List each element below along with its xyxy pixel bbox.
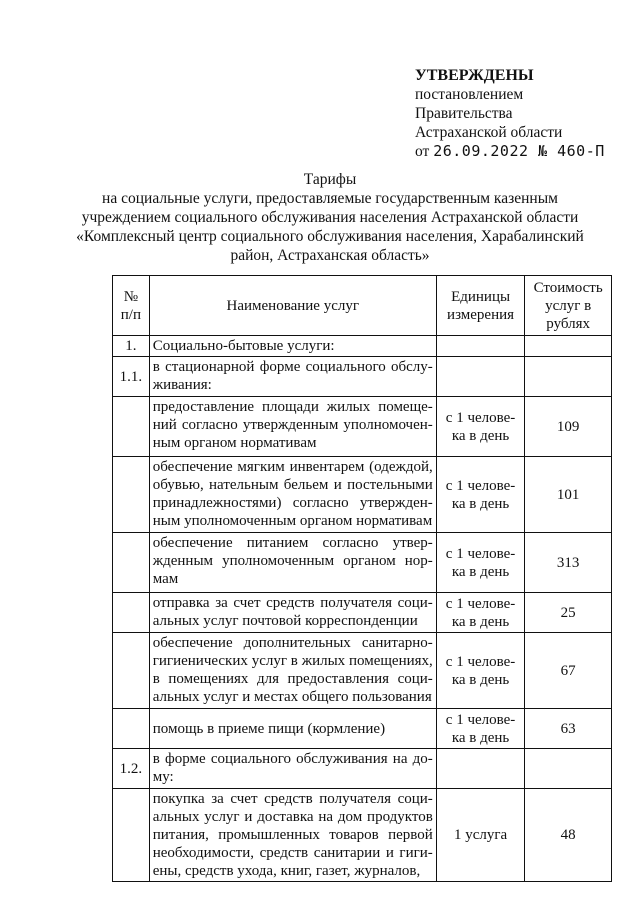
row-num: 1. <box>113 336 150 357</box>
row-cost: 101 <box>525 457 612 533</box>
row-name: предоставление площади жилых помеще-ний согласно утвержденным уполномочен-ным органом нормативам <box>149 397 436 457</box>
table-row <box>113 357 612 397</box>
header-cost: Стоимость услуг в рублях <box>525 276 612 336</box>
row-unit: 1 услуга <box>436 789 525 882</box>
row-unit: с 1 челове-ка в день <box>436 593 525 633</box>
row-name: помощь в приеме пищи (кормление) <box>149 709 436 749</box>
row-cost <box>525 336 612 357</box>
row-unit <box>436 336 525 357</box>
document-title <box>76 170 584 265</box>
row-name: покупка за счет средств получателя соци-альных услуг и доставка на дом продуктов питания, промышленных товаров первой необходимости, средств санитарии и гиги-ены, средств ухода, книг, газет, журналов, <box>149 789 436 882</box>
row-name: обеспечение мягким инвентарем (одеждой, обувью, нательным бельем и постельными принадлежностями) согласно утвержден-ным уполномоченным органом нормативам <box>149 457 436 533</box>
approval-date-stamp: 26.09.2022 № 460-П <box>433 142 605 160</box>
title-line-4: район, Астраханская область» <box>230 247 430 264</box>
row-unit <box>436 749 525 789</box>
approval-date-prefix: от <box>415 143 430 160</box>
header-num: № п/п <box>113 276 150 336</box>
row-name: Социально-бытовые услуги: <box>149 336 436 357</box>
row-unit: с 1 челове-ка в день <box>436 397 525 457</box>
table-row <box>113 749 612 789</box>
row-num <box>113 457 150 533</box>
title-line-2: учреждением социального обслуживания населения Астраханской области <box>81 209 579 226</box>
row-name: отправка за счет средств получателя соци-альных услуг почтовой корреспонденции <box>149 593 436 633</box>
row-name: обеспечение дополнительных санитарно-гигиенических услуг в жилых помещениях, в помещениях для предоставления соци-альных услуг и местах общего пользования <box>149 633 436 709</box>
table-row <box>113 397 612 457</box>
table-row <box>113 533 612 593</box>
row-name: в стационарной форме социального обслу-живания: <box>149 357 436 397</box>
row-unit: с 1 челове-ка в день <box>436 457 525 533</box>
row-num <box>113 633 150 709</box>
approval-heading: УТВЕРЖДЕНЫ <box>415 67 534 84</box>
header-name: Наименование услуг <box>149 276 436 336</box>
row-cost: 63 <box>525 709 612 749</box>
row-cost: 109 <box>525 397 612 457</box>
title-line-3: «Комплексный центр социального обслуживания населения, Харабалинский <box>76 228 584 245</box>
row-cost <box>525 749 612 789</box>
approval-line-2: Правительства <box>415 105 513 122</box>
row-num <box>113 397 150 457</box>
table-row <box>113 457 612 533</box>
table-row <box>113 789 612 882</box>
table-row <box>113 593 612 633</box>
row-num <box>113 533 150 593</box>
header-unit: Единицы измерения <box>436 276 525 336</box>
approval-date-line <box>415 142 605 161</box>
table-row <box>113 633 612 709</box>
title-line-1: на социальные услуги, предоставляемые государственным казенным <box>102 190 558 207</box>
row-unit: с 1 челове-ка в день <box>436 633 525 709</box>
row-num <box>113 709 150 749</box>
table-row <box>113 709 612 749</box>
row-unit: с 1 челове-ка в день <box>436 709 525 749</box>
row-cost: 25 <box>525 593 612 633</box>
approval-line-1: постановлением <box>415 86 524 103</box>
tariffs-table <box>112 275 612 882</box>
row-cost: 67 <box>525 633 612 709</box>
row-unit: с 1 челове-ка в день <box>436 533 525 593</box>
row-cost <box>525 357 612 397</box>
row-num <box>113 789 150 882</box>
table-header-row <box>113 276 612 336</box>
table-row <box>113 336 612 357</box>
row-num <box>113 593 150 633</box>
row-unit <box>436 357 525 397</box>
row-name: в форме социального обслуживания на до-му: <box>149 749 436 789</box>
row-cost: 48 <box>525 789 612 882</box>
approval-line-3: Астраханской области <box>415 124 563 141</box>
row-cost: 313 <box>525 533 612 593</box>
row-num: 1.1. <box>113 357 150 397</box>
title-main: Тарифы <box>303 171 357 188</box>
approval-block <box>415 66 605 161</box>
row-num: 1.2. <box>113 749 150 789</box>
row-name: обеспечение питанием согласно утвер-жденным уполномоченным органом нор-мам <box>149 533 436 593</box>
